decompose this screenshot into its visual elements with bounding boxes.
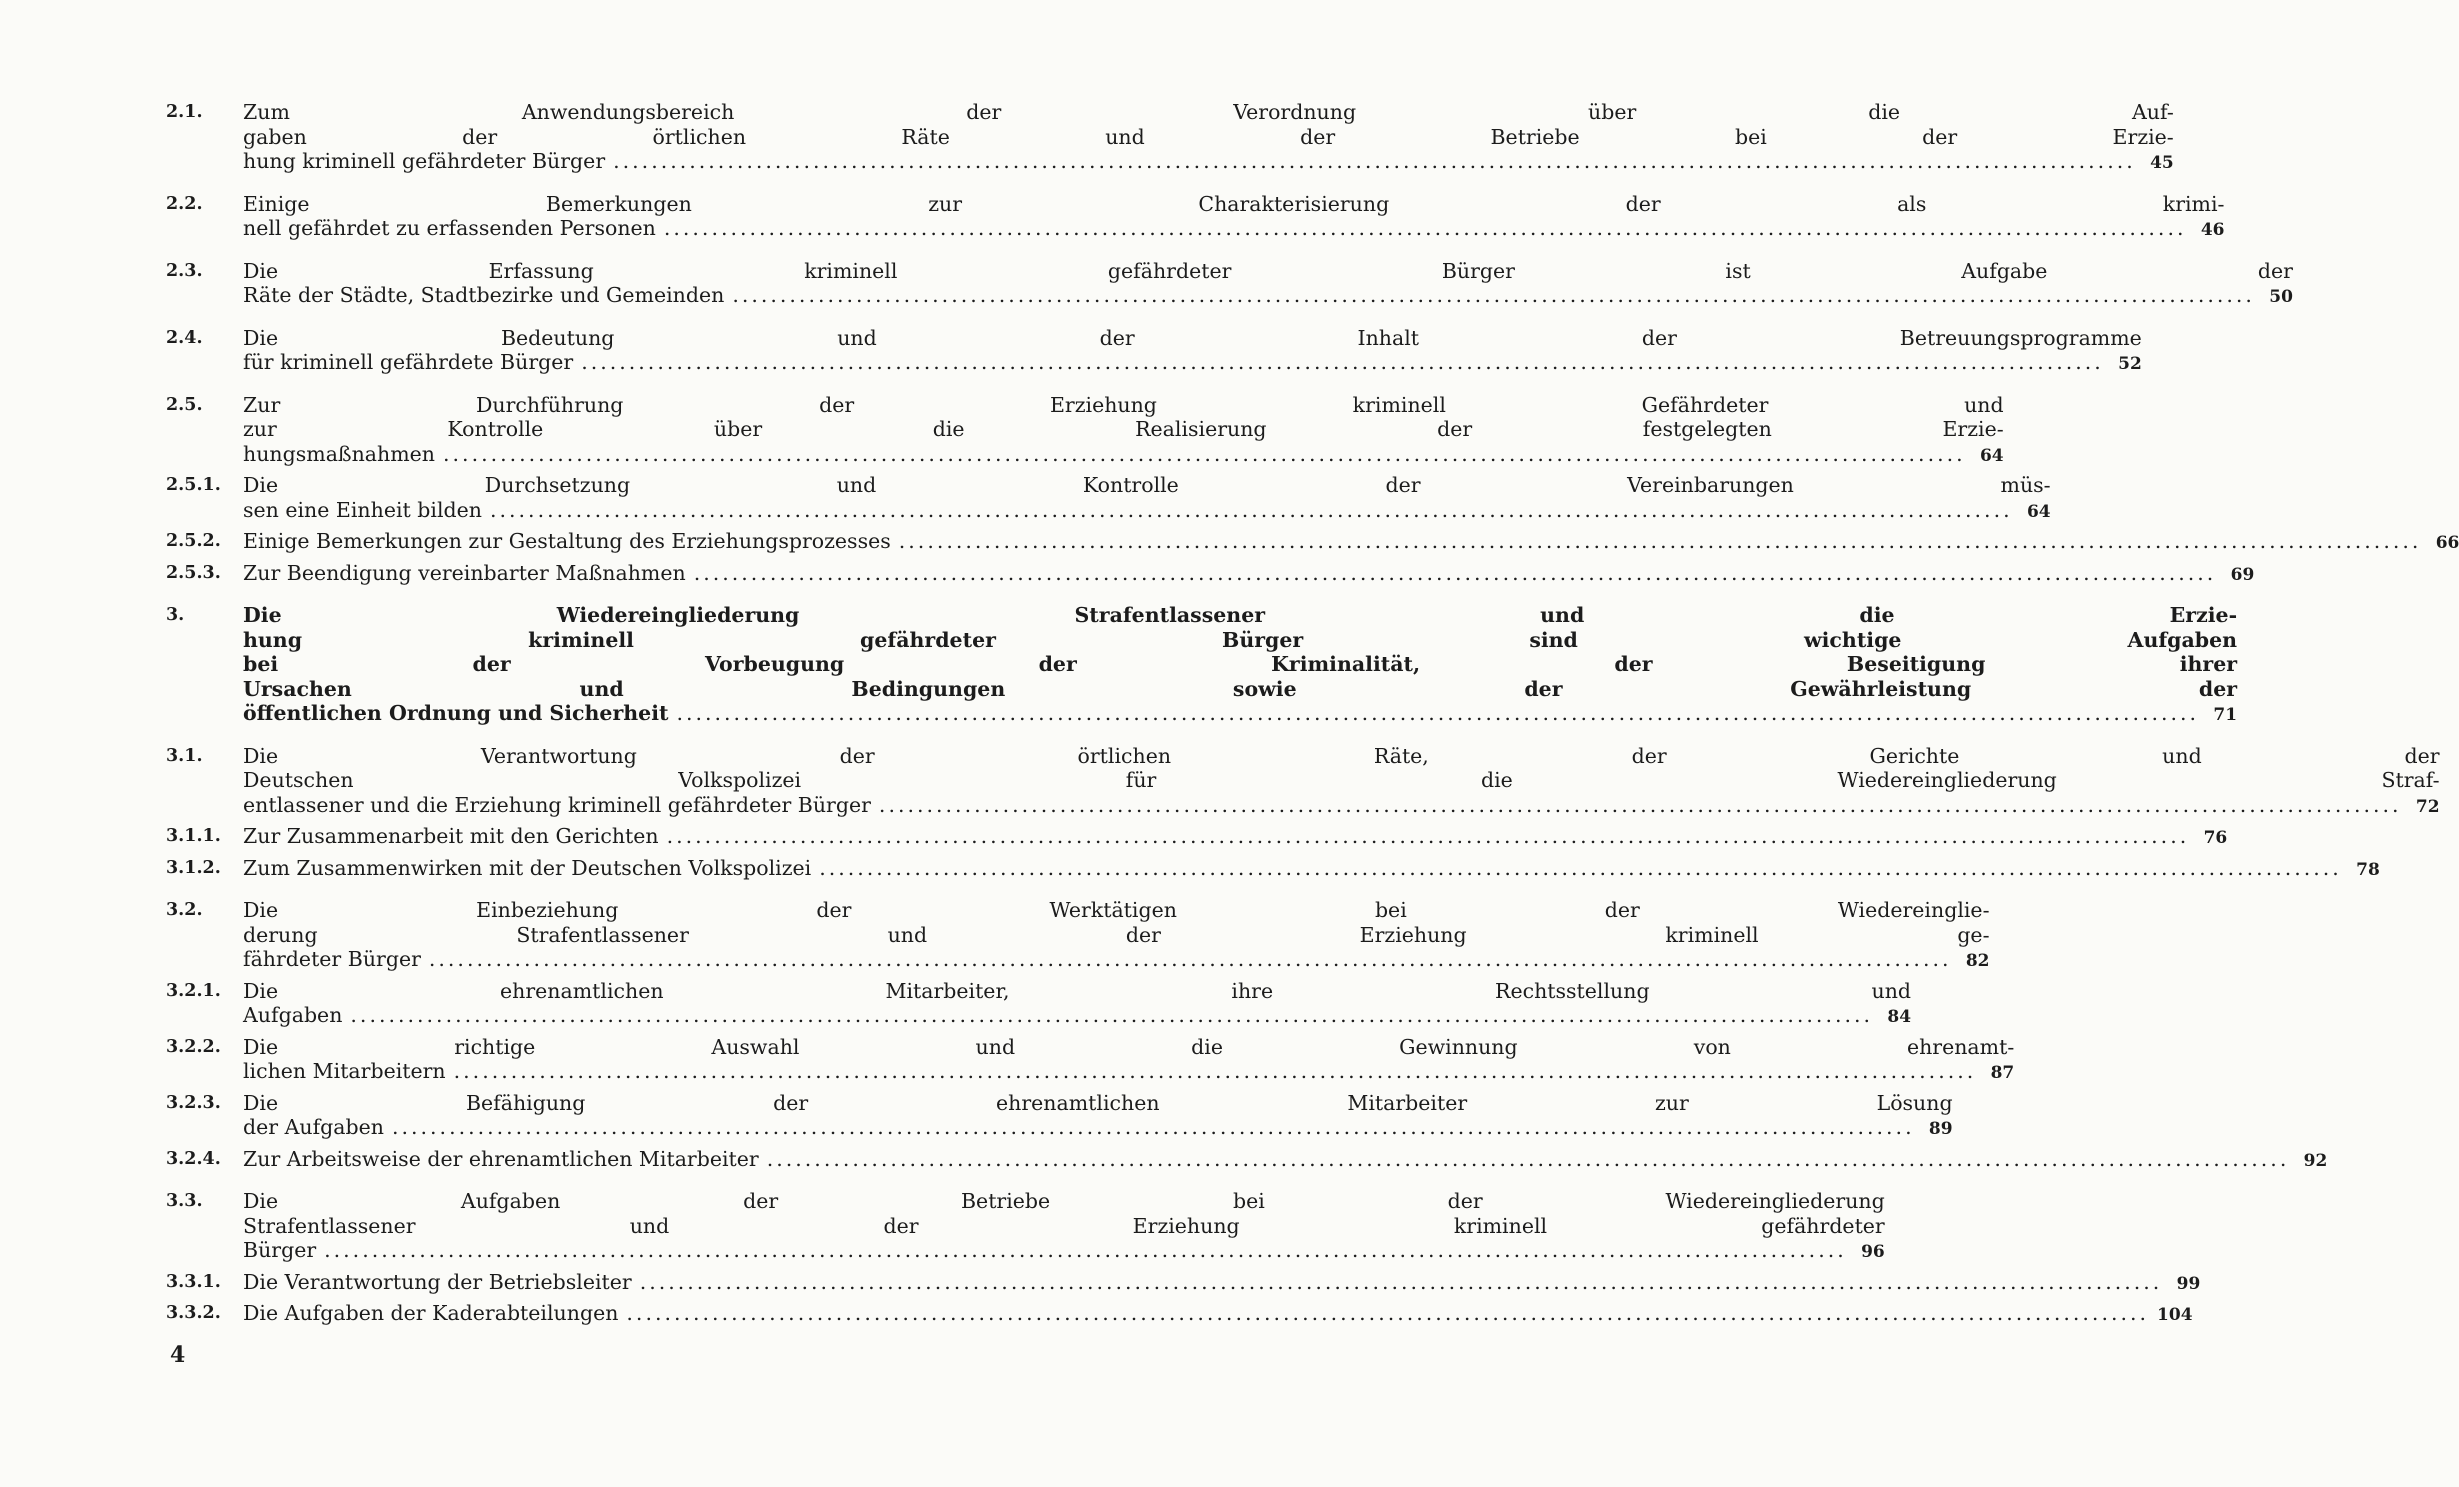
- toc-entry-title: [243, 529, 2459, 556]
- dot-leader: ................................................................................................................................................................: [766, 1146, 2290, 1171]
- toc-entry-number: 3.3.2.: [166, 1303, 221, 1323]
- toc-entry: [166, 1146, 2328, 1174]
- toc-entry-page: 78: [2356, 859, 2380, 880]
- toc-entry-number: 2.5.: [166, 394, 203, 415]
- dot-leader: ................................................................................................................................................................: [324, 1238, 1847, 1262]
- dot-leader: ................................................................................................................................................................: [676, 701, 2200, 725]
- toc-entry: [166, 473, 2051, 524]
- toc-entry-title: [243, 603, 2237, 728]
- toc-entry: [166, 743, 2440, 820]
- toc-entry-line: Die Verantwortung der örtlichen Räte, der Gerichte und der: [243, 743, 2440, 768]
- toc-entry-page: 82: [1965, 951, 1990, 971]
- toc-entry-line: nell gefährdet zu erfassenden Personen: [243, 216, 656, 240]
- toc-entry-line: entlassener und die Erziehung kriminell gefährdeter Bürger: [243, 792, 871, 817]
- toc-entry: [166, 898, 1990, 974]
- toc-entry-page: 64: [2026, 501, 2051, 522]
- toc-entry-line: der Aufgaben: [243, 1115, 384, 1139]
- toc-entry-number: 2.2.: [166, 193, 203, 214]
- toc-entry: [166, 1301, 2193, 1328]
- toc-entry-title: [243, 259, 2293, 310]
- dot-leader: ................................................................................................................................................................: [663, 216, 2187, 240]
- toc-entry-title: [243, 326, 2142, 377]
- toc-entry-number: 2.5.2.: [166, 531, 221, 551]
- toc-entry-number: 3.: [166, 605, 185, 625]
- toc-entry-line: Die Verantwortung der Betriebsleiter: [243, 1269, 632, 1294]
- toc-entry-title: [243, 979, 1911, 1030]
- toc-entry-title: [243, 744, 2440, 820]
- toc-entry-number: 3.3.1.: [166, 1271, 221, 1292]
- toc-entry-page: 72: [2415, 796, 2440, 817]
- toc-entry: [166, 191, 2225, 243]
- dot-leader: ................................................................................................................................................................: [639, 1269, 2163, 1294]
- toc-entry-line: hung kriminell gefährdeter Bürger: [243, 149, 606, 173]
- toc-entry-number: 2.4.: [166, 327, 203, 348]
- toc-entry-page: 66: [2435, 533, 2459, 553]
- toc-entry-number: 3.2.4.: [166, 1148, 221, 1169]
- toc-entry-page: 71: [2213, 705, 2238, 725]
- dot-leader: ................................................................................................................................................................: [666, 824, 2190, 848]
- toc-entry-number: 3.2.: [166, 900, 203, 920]
- toc-entry-title: [243, 1035, 2014, 1086]
- toc-entry: [166, 855, 2380, 883]
- dot-leader: ................................................................................................................................................................: [350, 1003, 1874, 1027]
- table-of-contents: [166, 100, 2459, 1328]
- toc-entry-title: [243, 561, 2254, 588]
- toc-entry-line: Zum Zusammenwirken mit der Deutschen Volkspolizei: [243, 855, 812, 880]
- toc-entry-number: 3.2.2.: [166, 1036, 221, 1057]
- toc-entry-line: gaben der örtlichen Räte und der Betriebe bei der Erzie-: [243, 124, 2174, 149]
- toc-entry-last-line: [243, 283, 2293, 310]
- dot-leader: ................................................................................................................................................................: [428, 947, 1952, 971]
- toc-entry-page: 89: [1928, 1119, 1953, 1139]
- toc-entry-last-line: [243, 824, 2227, 851]
- toc-entry: [166, 529, 2459, 556]
- toc-entry: [166, 1269, 2201, 1297]
- toc-entry-line: Die Befähigung der ehrenamtlichen Mitarbeiter zur Lösung: [243, 1090, 1953, 1115]
- toc-entry-title: [243, 1091, 1953, 1142]
- toc-entry: [166, 258, 2293, 310]
- toc-entry-page: 76: [2203, 828, 2228, 848]
- toc-entry-line: Strafentlassener und der Erziehung kriminell gefährdeter: [243, 1213, 1885, 1238]
- toc-entry-line: Die Aufgaben der Kaderabteilungen: [243, 1301, 619, 1325]
- toc-entry-title: [243, 100, 2174, 176]
- toc-entry-line: Zur Durchführung der Erziehung kriminell Gefährdeter und: [243, 392, 2004, 417]
- toc-entry-page: 96: [1861, 1242, 1885, 1262]
- toc-entry-line: Aufgaben: [243, 1003, 343, 1027]
- toc-entry-title: [243, 856, 2380, 883]
- toc-entry-line: bei der Vorbeugung der Kriminalität, der Beseitigung ihrer: [243, 652, 2238, 676]
- toc-entry-line: Zum Anwendungsbereich der Verordnung über die Auf-: [243, 100, 2174, 124]
- toc-entry-number: 2.5.3.: [166, 562, 221, 583]
- toc-entry-line: Die Wiedereingliederung Strafentlassener und die Erzie-: [243, 603, 2238, 627]
- toc-entry-line: zur Kontrolle über die Realisierung der festgelegten Erzie-: [243, 417, 2004, 441]
- toc-entry-line: öffentlichen Ordnung und Sicherheit: [243, 701, 669, 725]
- toc-entry-line: Die Durchsetzung und Kontrolle der Vereinbarungen müs-: [243, 473, 2051, 497]
- toc-entry-page: 92: [2303, 1150, 2328, 1171]
- toc-entry-line: Zur Arbeitsweise der ehrenamtlichen Mitarbeiter: [243, 1146, 759, 1171]
- toc-entry-last-line: [243, 442, 2004, 469]
- toc-entry-title: [243, 898, 1990, 974]
- dot-leader: ................................................................................................................................................................: [878, 792, 2402, 817]
- toc-entry-title: [243, 473, 2051, 524]
- toc-entry-last-line: [243, 149, 2174, 176]
- toc-entry-page: 64: [1979, 445, 2004, 466]
- toc-entry-page: 104: [2157, 1305, 2193, 1325]
- toc-entry-last-line: [243, 1238, 1885, 1265]
- toc-entry-number: 3.2.1.: [166, 980, 221, 1001]
- toc-entry: [166, 1034, 2015, 1086]
- toc-entry: [166, 560, 2255, 588]
- toc-entry-page: 84: [1887, 1007, 1912, 1027]
- dot-leader: ................................................................................................................................................................: [489, 497, 2013, 522]
- toc-entry: [166, 1189, 1885, 1265]
- toc-entry-last-line: [243, 529, 2459, 556]
- dot-leader: ................................................................................................................................................................: [626, 1301, 2150, 1325]
- dot-leader: ................................................................................................................................................................: [581, 350, 2104, 374]
- toc-entry-line: Einige Bemerkungen zur Charakterisierung der als krimi-: [243, 191, 2225, 216]
- toc-entry-line: Zur Zusammenarbeit mit den Gerichten: [243, 824, 659, 848]
- dot-leader: ................................................................................................................................................................: [898, 529, 2422, 553]
- toc-entry-line: hungsmaßnahmen: [243, 441, 436, 466]
- toc-entry-line: Die ehrenamtlichen Mitarbeiter, ihre Rechtsstellung und: [243, 978, 1912, 1003]
- toc-entry-title: [243, 824, 2227, 851]
- toc-entry-line: lichen Mitarbeitern: [243, 1059, 446, 1083]
- toc-entry-title: [243, 192, 2224, 243]
- toc-entry: [166, 100, 2174, 176]
- toc-entry-line: Deutschen Volkspolizei für die Wiedereingliederung Straf-: [243, 768, 2440, 792]
- toc-entry-line: Ursachen und Bedingungen sowie der Gewährleistung der: [243, 676, 2238, 701]
- toc-entry: [166, 1090, 1953, 1142]
- toc-entry-line: Bürger: [243, 1238, 317, 1262]
- toc-entry-page: 46: [2200, 220, 2225, 240]
- toc-entry-last-line: [243, 1115, 1953, 1142]
- toc-entry-line: für kriminell gefährdete Bürger: [243, 350, 574, 374]
- toc-entry-line: sen eine Einheit bilden: [243, 497, 482, 522]
- toc-entry-number: 2.3.: [166, 260, 203, 281]
- toc-entry-last-line: [243, 856, 2380, 883]
- toc-entry-number: 3.1.1.: [166, 826, 221, 846]
- toc-entry: [166, 603, 2238, 728]
- toc-entry-number: 2.5.1.: [166, 475, 221, 495]
- dot-leader: ................................................................................................................................................................: [453, 1059, 1977, 1083]
- toc-entry-title: [243, 1270, 2200, 1297]
- toc-entry-page: 99: [2176, 1273, 2201, 1294]
- toc-entry-number: 3.1.2.: [166, 857, 221, 878]
- toc-entry-last-line: [243, 1003, 1911, 1030]
- toc-entry-number: 3.3.: [166, 1191, 203, 1211]
- toc-entry-title: [243, 393, 2004, 469]
- toc-entry-last-line: [243, 561, 2254, 588]
- toc-entry-last-line: [243, 216, 2224, 243]
- toc-entry-line: Zur Beendigung vereinbarter Maßnahmen: [243, 560, 686, 585]
- toc-entry-page: 87: [1990, 1063, 2015, 1083]
- toc-entry-last-line: [243, 701, 2237, 728]
- toc-entry: [166, 325, 2142, 377]
- toc-entry-line: derung Strafentlassener und der Erziehung kriminell ge-: [243, 922, 1990, 947]
- toc-entry-line: Die Einbeziehung der Werktätigen bei der Wiedereinglie-: [243, 898, 1990, 922]
- toc-entry-last-line: [243, 350, 2142, 377]
- toc-entry-page: 69: [2230, 564, 2255, 585]
- toc-entry-line: Die Erfassung kriminell gefährdeter Bürger ist Aufgabe der: [243, 258, 2293, 283]
- toc-entry-last-line: [243, 498, 2051, 525]
- toc-entry-line: Räte der Städte, Stadtbezirke und Gemeinden: [243, 283, 725, 307]
- toc-entry-last-line: [243, 1270, 2200, 1297]
- toc-entry-page: 45: [2150, 153, 2174, 173]
- toc-entry: [166, 824, 2228, 851]
- toc-entry-last-line: [243, 1059, 2014, 1086]
- toc-entry-title: [243, 1301, 2193, 1328]
- toc-entry-number: 3.1.: [166, 745, 203, 766]
- toc-entry-line: Die Aufgaben der Betriebe bei der Wiedereingliederung: [243, 1189, 1885, 1213]
- toc-entry-page: 50: [2269, 287, 2293, 307]
- page-number: 4: [170, 1342, 186, 1368]
- toc-entry-line: Die richtige Auswahl und die Gewinnung von ehrenamt-: [243, 1034, 2015, 1059]
- toc-entry-last-line: [243, 1147, 2327, 1174]
- toc-entry-number: 2.1.: [166, 102, 203, 122]
- dot-leader: ................................................................................................................................................................: [819, 855, 2342, 880]
- dot-leader: ................................................................................................................................................................: [391, 1115, 1915, 1139]
- toc-entry-title: [243, 1147, 2327, 1174]
- toc-entry-line: fährdeter Bürger: [243, 947, 421, 971]
- toc-entry-page: 52: [2118, 354, 2142, 374]
- toc-entry-line: hung kriminell gefährdeter Bürger sind wichtige Aufgaben: [243, 627, 2238, 652]
- dot-leader: ................................................................................................................................................................: [443, 441, 1966, 466]
- toc-entry-line: Die Bedeutung und der Inhalt der Betreuungsprogramme: [243, 325, 2142, 350]
- dot-leader: ................................................................................................................................................................: [693, 560, 2217, 585]
- dot-leader: ................................................................................................................................................................: [732, 283, 2255, 307]
- dot-leader: ................................................................................................................................................................: [613, 149, 2136, 173]
- toc-entry-last-line: [243, 793, 2440, 820]
- toc-entry: [166, 978, 1912, 1030]
- toc-entry-title: [243, 1189, 1885, 1265]
- toc-entry-line: Einige Bemerkungen zur Gestaltung des Erziehungsprozesses: [243, 529, 891, 553]
- toc-entry-last-line: [243, 1301, 2193, 1328]
- toc-entry: [166, 392, 2004, 469]
- toc-entry-last-line: [243, 947, 1990, 974]
- toc-entry-number: 3.2.3.: [166, 1092, 221, 1113]
